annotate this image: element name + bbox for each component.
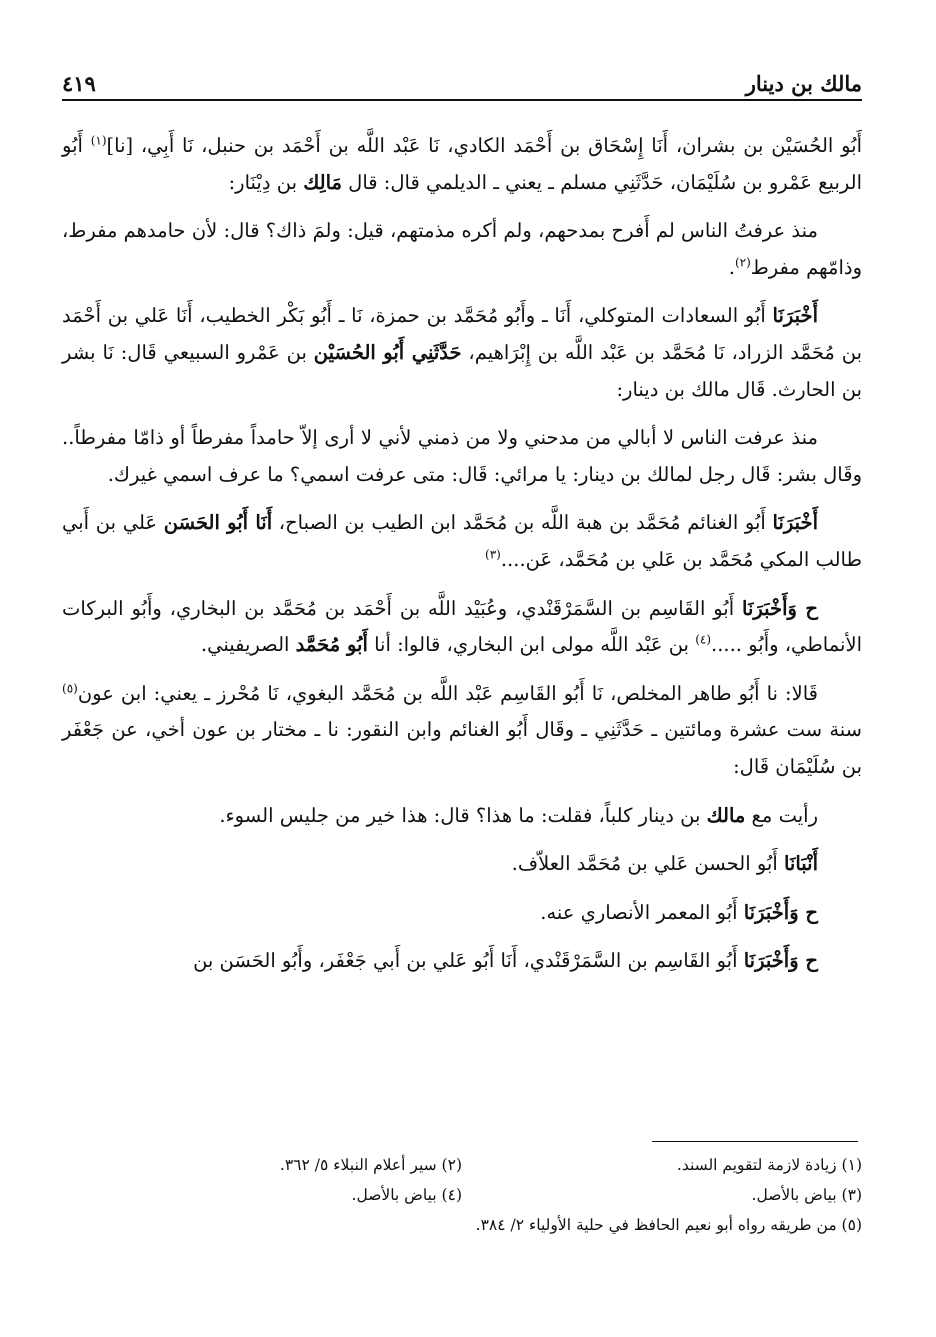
text-run: أَبُو الحُسَيْن بن بشران، أَنَا إِسْحَاق بن أَحْمَد الكادي، نَا عَبْد اللَّه بن أَحْمَد بن حنبل، نَا أَبِي، [نا] xyxy=(106,134,862,157)
paragraph xyxy=(62,846,862,883)
text-run: أَبُو الغنائم مُحَمَّد بن هبة اللَّه بن مُحَمَّد ابن الطيب بن الصباح، xyxy=(272,511,773,535)
text-run: بن عَبْد اللَّه مولى ابن البخاري، قالوا: أنا xyxy=(367,633,696,657)
text-run: الصريفيني. xyxy=(200,633,296,657)
footnote-5: (٥) من طريقه رواه أبو نعيم الحافظ في حلية الأولياء ٢/ ٣٨٤. xyxy=(475,1216,862,1234)
footnote-ref: (٣) xyxy=(485,547,501,562)
footnote-row xyxy=(62,1180,862,1210)
text-run: أَبُو القَاسِم بن السَّمَرْقَنْدي، أَنَا أَبُو عَلي بن أَبي جَعْفَر، وأَبُو الحَسَن بن xyxy=(193,949,744,973)
emphasis-text: مَالِك xyxy=(303,170,342,194)
emphasis-text: ح وَأَخْبَرَنَا xyxy=(743,949,818,973)
paragraph xyxy=(62,591,862,664)
running-header xyxy=(62,58,862,96)
paragraph xyxy=(62,213,862,286)
text-run: منذ عرفت الناس لا أبالي من مدحني ولا من ذمني لأني لا أرى إلاّ حامداً مفرطاً أو ذامّا مفرطاً.. وقَال بشر: قَال رجل لمالك بن دينار: يا مرائي: قَال: متى عرفت اسمي؟ ما عرف اسمي غيرك. xyxy=(62,426,862,486)
main-text xyxy=(62,128,862,992)
footnote-4: (٤) بياض بالأصل. xyxy=(351,1186,462,1204)
footnote-2: (٢) سير أعلام النبلاء ٥/ ٣٦٢. xyxy=(279,1156,462,1174)
paragraph xyxy=(62,298,862,408)
footnote-row xyxy=(62,1210,862,1240)
emphasis-text: أَنْبَانَا xyxy=(783,852,818,876)
footnote-ref: (٢) xyxy=(734,255,751,270)
footnote-row xyxy=(62,1150,862,1180)
emphasis-text: ح وَأَخْبَرَنَا xyxy=(742,596,818,620)
emphasis-text: ح وَأَخْبَرَنَا xyxy=(743,900,818,924)
paragraph xyxy=(62,128,862,201)
text-run: . xyxy=(728,255,735,279)
text-run: بن دِيْنَار: xyxy=(228,170,304,194)
emphasis-text: أَبُو مُحَمَّد xyxy=(295,633,368,657)
footnote-ref: (٤) xyxy=(695,632,712,647)
emphasis-text: أَخْبَرَنَا xyxy=(772,304,818,328)
text-run: أَبُو الربيع عَمْرو بن سُلَيْمَان، حَدَّثَنِي مسلم ـ يعني ـ الديلمي قال: قال xyxy=(62,134,862,194)
text-run: بن عَمْرو السبيعي قَال: نَا بشر بن الحارث. قَال مالك بن دينار: xyxy=(62,340,862,401)
text-run: منذ عرفتُ الناس لم أَفرح بمدحهم، ولم أكره مذمتهم، قيل: ولمَ ذاك؟ قال: لأن حامدهم مفرط، وذامّهم مفرط xyxy=(62,219,862,279)
text-run: أَبُو القَاسِم بن السَّمَرْقَنْدي، وعُبَيْد اللَّه بن أَحْمَد بن مُحَمَّد بن البخاري، وأَبُو البركات الأنماطي، وأَبُو ..... xyxy=(62,596,862,657)
paragraph xyxy=(62,420,862,493)
emphasis-text: مالك xyxy=(706,803,746,827)
text-run: عَلي بن أَبي طالب المكي مُحَمَّد بن عَلي بن مُحَمَّد، عَن.... xyxy=(62,511,862,571)
footnote-ref: (٥) xyxy=(62,681,78,696)
header-divider xyxy=(62,99,862,101)
text-run: سنة ست عشرة ومائتين ـ حَدَّثَنِي ـ وقَال أَبُو الغنائم وابن النقور: نا ـ مختار بن عون أخي، عن جَعْفَر بن سُلَيْمَان قَال: xyxy=(62,718,862,778)
text-run: أَبُو الحسن عَلي بن مُحَمَّد العلاّف. xyxy=(511,852,784,876)
paragraph xyxy=(62,943,862,980)
emphasis-text: حَدَّثَنِي أَبُو الحُسَيْن xyxy=(313,340,462,364)
footnote-divider xyxy=(652,1141,858,1142)
paragraph xyxy=(62,798,862,835)
text-run: رأيت مع xyxy=(745,803,818,827)
paragraph xyxy=(62,895,862,932)
paragraph xyxy=(62,676,862,786)
emphasis-text: أَنَا أَبُو الحَسَن xyxy=(163,511,273,535)
text-run: بن دينار كلباً، فقلت: ما هذا؟ قال: هذا خير من جليس السوء. xyxy=(219,803,707,827)
emphasis-text: أَخْبَرَنَا xyxy=(772,511,818,535)
text-run: أَبُو السعادات المتوكلي، أَنَا ـ وأَبُو مُحَمَّد بن حمزة، نَا ـ أَبُو بَكْر الخطيب، أَنَا عَلي بن أَحْمَد بن مُحَمَّد الزراد، نَا مُحَمَّد بن عَبْد اللَّه بن إِبْرَاهيم، xyxy=(62,304,863,364)
page-number: ٤١٩ xyxy=(62,71,96,96)
footnote-3: (٣) بياض بالأصل. xyxy=(751,1186,862,1204)
running-title: مالك بن دينار xyxy=(745,71,862,96)
text-run: أَبُو المعمر الأنصاري عنه. xyxy=(540,900,744,924)
footnote-1: (١) زيادة لازمة لتقويم السند. xyxy=(676,1156,862,1174)
footnotes xyxy=(62,1150,862,1240)
footnote-ref: (١) xyxy=(90,133,107,148)
paragraph xyxy=(62,505,862,578)
text-run: قَالا: نا أَبُو طاهر المخلص، نَا أَبُو القَاسِم عَبْد اللَّه بن مُحَمَّد البغوي، نَا مُحْرز ـ يعني: ابن عون xyxy=(77,681,818,705)
